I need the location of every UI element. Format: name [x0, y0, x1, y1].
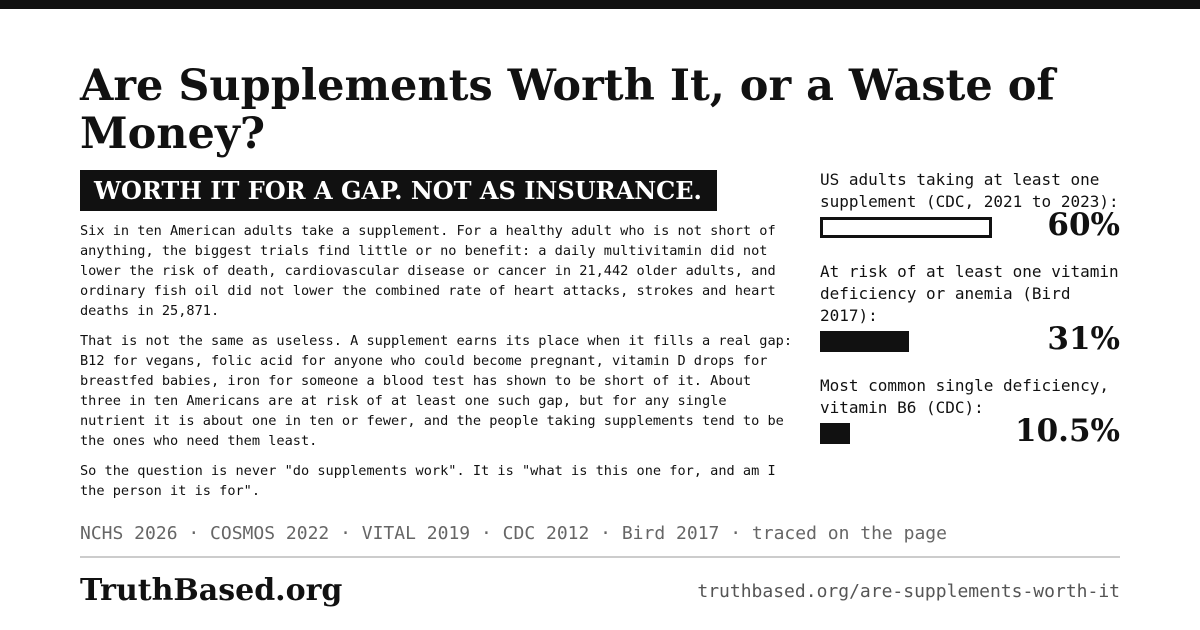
stat-deficiency-risk — [820, 261, 1120, 357]
stat-row — [820, 413, 1120, 449]
stat-value: 10.5% — [1015, 413, 1120, 449]
stat-label: Most common single deficiency, vitamin B6 (CDC): — [820, 376, 1109, 417]
stat-supplement-use — [820, 169, 1120, 243]
stat-bar — [820, 331, 909, 352]
divider — [80, 556, 1120, 558]
page-url[interactable]: truthbased.org/are-supplements-worth-it — [697, 581, 1120, 602]
stat-bar — [820, 217, 992, 238]
stat-row — [820, 207, 1120, 243]
top-bar — [0, 0, 1200, 9]
brand-logo[interactable]: TruthBased.org — [80, 573, 343, 608]
stats-panel — [820, 169, 1120, 449]
stat-value: 60% — [1047, 207, 1120, 243]
body-paragraph: So the question is never "do supplements work". It is "what is this one for, and am I the person it is for". — [80, 463, 776, 499]
stat-bar — [820, 423, 850, 444]
stat-value: 31% — [1047, 321, 1120, 357]
verdict-banner: WORTH IT FOR A GAP. NOT AS INSURANCE. — [80, 170, 717, 211]
sources-line: NCHS 2026 · COSMOS 2022 · VITAL 2019 · CDC 2012 · Bird 2017 · traced on the page — [80, 523, 947, 544]
stat-label: US adults taking at least one supplement (CDC, 2021 to 2023): — [820, 170, 1119, 211]
stat-label: At risk of at least one vitamin deficiency or anemia (Bird 2017): — [820, 262, 1119, 325]
article-body — [80, 221, 795, 511]
body-paragraph: That is not the same as useless. A supplement earns its place when it fills a real gap: B12 for vegans, folic acid for anyone who could become pregnant, vitamin D drops for breastfed babies, iron for someone a blood test has shown to be short of it. About three in ten Americans are at risk of at least one such gap, but for any single nutrient it is about one in ten or fewer, and the people taking supplements tend to be the ones who need them least. — [80, 333, 793, 449]
stat-row — [820, 321, 1120, 357]
stat-b6-deficiency — [820, 375, 1120, 449]
body-paragraph: Six in ten American adults take a supplement. For a healthy adult who is not short of anything, the biggest trials find little or no benefit: a daily multivitamin did not lower the risk of death, cardiovascular disease or cancer in 21,442 older adults, and ordinary fish oil did not lower the combined rate of heart attacks, strokes and heart deaths in 25,871. — [80, 223, 776, 319]
page-title: Are Supplements Worth It, or a Waste of Money? — [80, 61, 1055, 159]
